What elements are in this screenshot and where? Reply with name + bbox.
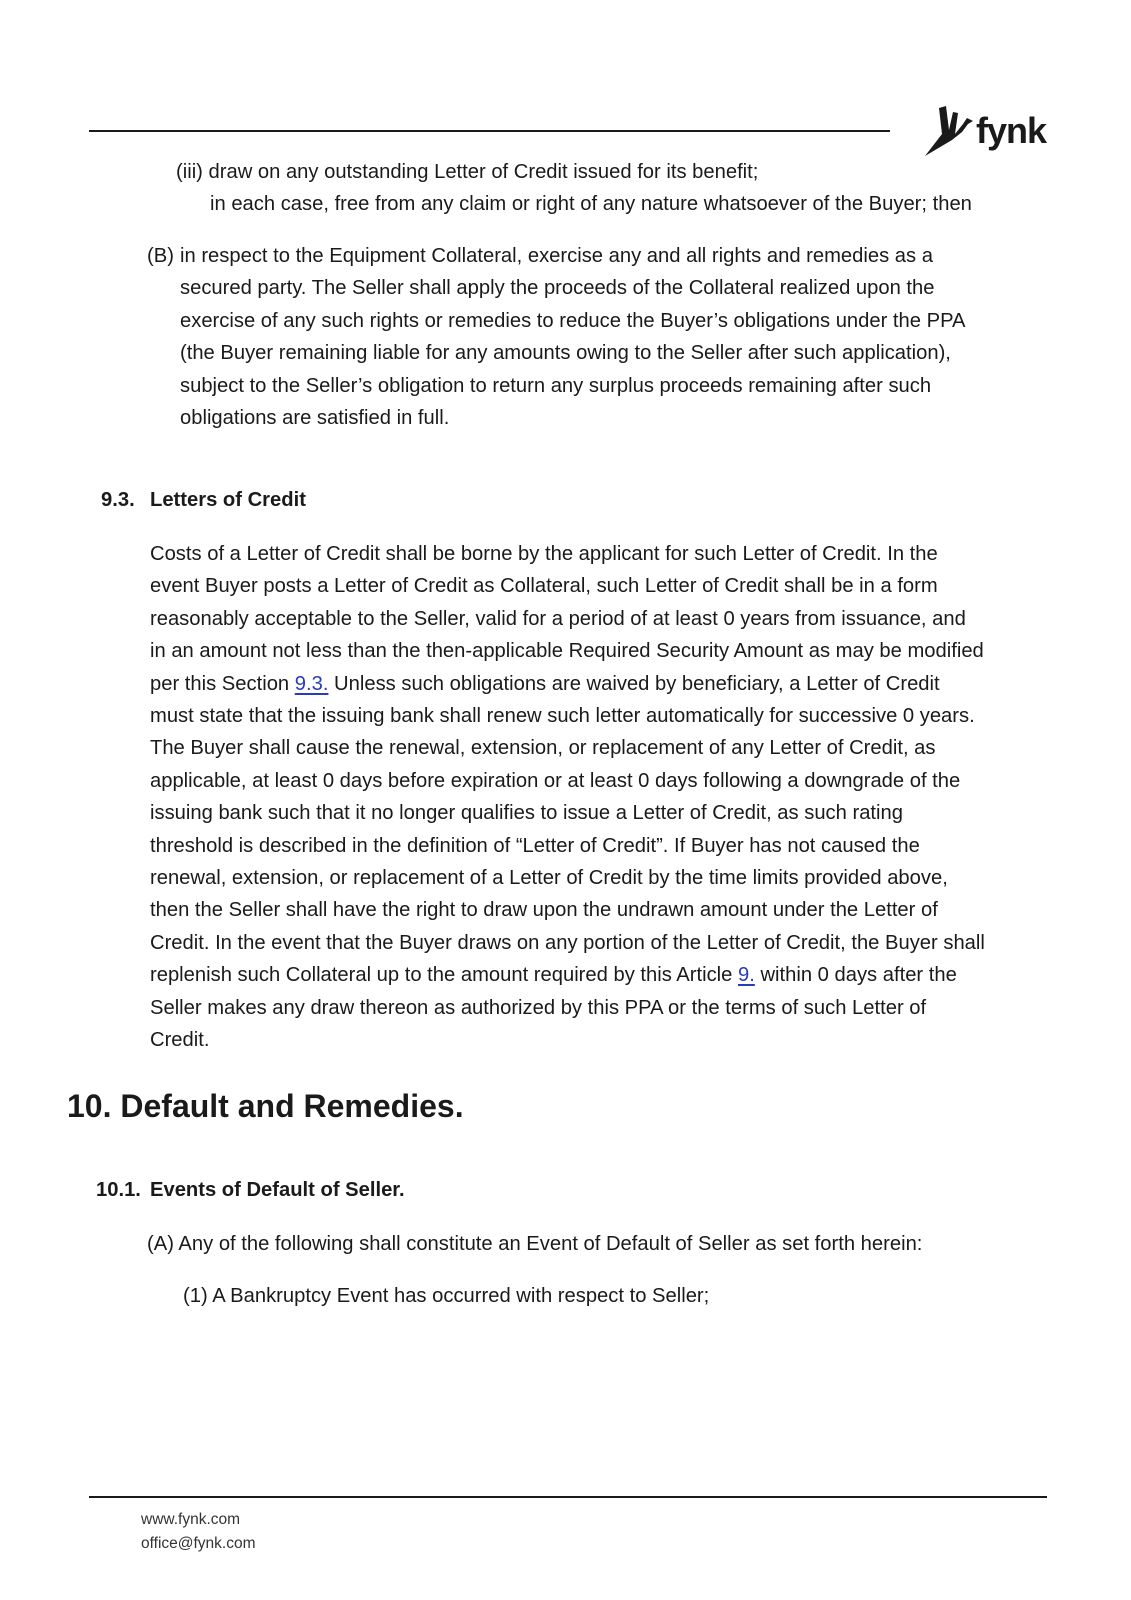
text-line: in an amount not less than the then-applicable Required Security Amount as may be modified (150, 640, 984, 663)
text-line: Seller makes any draw thereon as authorized by this PPA or the terms of such Letter of (150, 996, 927, 1019)
list-label: (iii) (176, 161, 203, 183)
text-line: in respect to the Equipment Collateral, exercise any and all rights and remedies as a (180, 245, 933, 267)
text-line: Costs of a Letter of Credit shall be borne by the applicant for such Letter of Credit. In the (150, 543, 938, 565)
section-9-3-number: 9.3. (101, 489, 135, 511)
text-segment: within 0 days after the (754, 964, 957, 987)
text-line (150, 959, 985, 991)
section-10-1-number: 10.1. (96, 1179, 141, 1201)
text-segment: Unless such obligations are waived by beneficiary, a Letter of Credit (328, 672, 940, 695)
list-item-1 (183, 1280, 709, 1312)
text-line: Credit. In the event that the Buyer draws on any portion of the Letter of Credit, the Buyer shall (150, 931, 985, 954)
list-text: A Bankruptcy Event has occurred with respect to Seller; (212, 1285, 710, 1307)
footer (141, 1508, 256, 1556)
footer-divider (89, 1496, 1047, 1498)
section-9-3-title: Letters of Credit (150, 489, 306, 511)
text-line: obligations are satisfied in full. (180, 407, 450, 430)
list-text: Any of the following shall constitute an Event of Default of Seller as set forth herein: (178, 1233, 923, 1255)
text-line: renewal, extension, or replacement of a Letter of Credit by the time limits provided above, (150, 867, 948, 890)
text-line: reasonably acceptable to the Seller, valid for a period of at least 0 years from issuance, and (150, 607, 966, 630)
footer-email[interactable]: office@fynk.com (141, 1535, 256, 1552)
text-line: The Buyer shall cause the renewal, extension, or replacement of any Letter of Credit, as (150, 737, 936, 760)
list-item-B (180, 240, 966, 434)
text-line: subject to the Seller’s obligation to return any surplus proceeds remaining after such (180, 374, 932, 397)
section-9-3-body (150, 538, 985, 1057)
text-line: Credit. (150, 1029, 210, 1052)
text-line: issuing bank such that it no longer qualifies to issue a Letter of Credit, as such rating (150, 802, 903, 825)
text-line: (the Buyer remaining liable for any amounts owing to the Seller after such application), (180, 342, 951, 365)
text-line (150, 668, 985, 700)
list-item-iii (176, 156, 758, 188)
fynk-logo (922, 104, 1052, 158)
list-label-B: (B) (147, 245, 174, 267)
text-segment: per this Section (150, 672, 295, 695)
footer-website[interactable]: www.fynk.com (141, 1511, 241, 1528)
list-label: (1) (183, 1285, 208, 1307)
text-line: secured party. The Seller shall apply the proceeds of the Collateral realized upon the (180, 277, 935, 300)
header-divider (89, 130, 890, 132)
bird-logo-icon (922, 104, 974, 158)
text-segment: replenish such Collateral up to the amount required by this Article (150, 964, 738, 987)
text-line: exercise of any such rights or remedies to reduce the Buyer’s obligations under the PPA (180, 309, 966, 332)
in-each-case-text: in each case, free from any claim or right of any nature whatsoever of the Buyer; then (210, 193, 972, 215)
text-line: must state that the issuing bank shall renew such letter automatically for successive 0 years. (150, 705, 975, 728)
section-10-1-title: Events of Default of Seller. (150, 1179, 405, 1201)
list-label: (A) (147, 1233, 174, 1255)
section-9-3-link[interactable]: 9.3. (294, 672, 329, 695)
text-line: event Buyer posts a Letter of Credit as Collateral, such Letter of Credit shall be in a form (150, 575, 938, 598)
section-10-heading: 10. Default and Remedies. (67, 1088, 464, 1124)
text-line: threshold is described in the definition of “Letter of Credit”. If Buyer has not caused the (150, 834, 920, 857)
article-9-link[interactable]: 9. (738, 964, 755, 987)
list-item-A (147, 1228, 922, 1260)
logo-text: fynk (976, 110, 1047, 151)
text-line: then the Seller shall have the right to draw upon the undrawn amount under the Letter of (150, 899, 938, 922)
list-text: draw on any outstanding Letter of Credit issued for its benefit; (208, 161, 759, 183)
text-line: applicable, at least 0 days before expiration or at least 0 days following a downgrade of the (150, 769, 961, 792)
